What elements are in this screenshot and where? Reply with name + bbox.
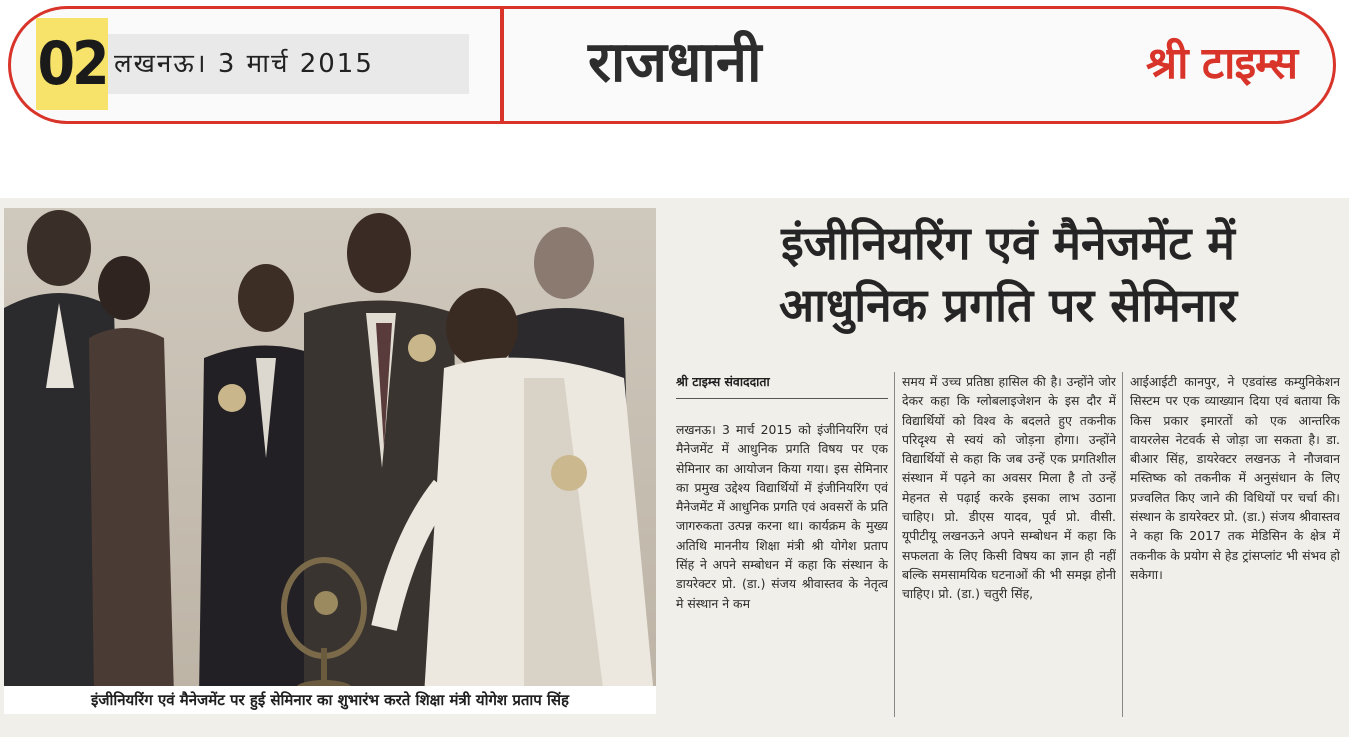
article-headline [676, 212, 1340, 336]
seminar-photo-illustration [4, 208, 656, 696]
article-column-3 [1130, 372, 1340, 722]
article-column-2 [902, 372, 1116, 722]
article-byline: श्री टाइम्स संवाददाता [676, 374, 770, 389]
photo-caption: इंजीनियरिंग एवं मैनेजमेंट पर हुई सेमिनार का शुभारंभ करते शिक्षा मंत्री योगेश प्रताप सिंह [4, 686, 656, 714]
page-header-banner [8, 6, 1338, 126]
banner-divider [500, 6, 504, 124]
column-divider [1122, 372, 1123, 717]
news-photo [4, 208, 656, 696]
column-text: समय में उच्च प्रतिष्ठा हासिल की है। उन्होंने जोर देकर कहा कि ग्लोबलाइजेशन के इस दौर में विद्यार्थियों को विश्व के बदलते हुए तकनीक परिदृश्य से स्वयं को जोड़ना होगा। उन्होंने विद्यार्थियों से कहा कि जब उन्हें एक प्रगतिशील संस्थान में पढ़ने का अवसर मिला है तो उन्हें मेहनत से पढ़ाई करके इसका लाभ उठाना चाहिए। प्रो. डीएस यादव, पूर्व प्रो. वीसी. यूपीटीयू लखनऊने अपने सम्बोधन में कहा कि सफलता के लिए किसी विषय का ज्ञान ही नहीं बल्कि समसामयिक घटनाओं की भी समझ होनी चाहिए। प्रो. (डा.) चतुरी सिंह, [902, 374, 1116, 602]
column-text: लखनऊ। 3 मार्च 2015 को इंजीनियरिंग एवं मैनेजमेंट में आधुनिक प्रगति विषय पर एक सेमिनार का आयोजन किया गया। इस सेमिनार का प्रमुख उद्देश्य विद्यार्थियों में इंजीनियरिंग एवं मैनेजमेंट में आधुनिक प्रगति एवं अवसरों के प्रति जागरुकता उत्पन्न करना था। कार्यक्रम के मुख्य अतिथि माननीय शिक्षा मंत्री श्री योगेश प्रताप सिंह ने अपने सम्बोधन में कहा कि संस्थान के डायरेक्टर प्रो. (डा.) संजय श्रीवास्तव के नेतृत्व मे संस्थान ने कम [676, 422, 888, 611]
page-number: 02 [36, 18, 108, 110]
dateline: लखनऊ। 3 मार्च 2015 [108, 34, 469, 94]
headline-line-1: इंजीनियरिंग एवं मैनेजमेंट में [781, 216, 1235, 270]
newspaper-masthead-logo: श्री टाइम्स [1146, 38, 1298, 89]
headline-line-2: आधुनिक प्रगति पर सेमिनार [778, 278, 1238, 332]
byline-rule [676, 398, 888, 399]
article-column-1 [676, 420, 888, 722]
column-text: आईआईटी कानपुर, ने एडवांस्ड कम्युनिकेशन सिस्टम पर एक व्याख्यान दिया एवं बताया कि किस प्रकार इमारतों को एक आन्तरिक वायरलेस नेटवर्क से जोड़ा जा सकता है। डा. बीआर सिंह, डायरेक्टर लखनऊ ने नौजवान मस्तिष्क को तकनीक में अनुसंधान के लिए प्रज्वलित किए जाने की विधियों पर चर्चा की। संस्थान के डायरेक्टर प्रो. (डा.) संजय श्रीवास्तव ने कहा कि 2017 तक मेडिसिन के क्षेत्र में तकनीक के प्रयोग से हेड ट्रांसप्लांट भी संभव हो सकेगा। [1130, 374, 1340, 582]
column-divider [894, 372, 895, 717]
section-title: राजधानी [588, 30, 762, 95]
